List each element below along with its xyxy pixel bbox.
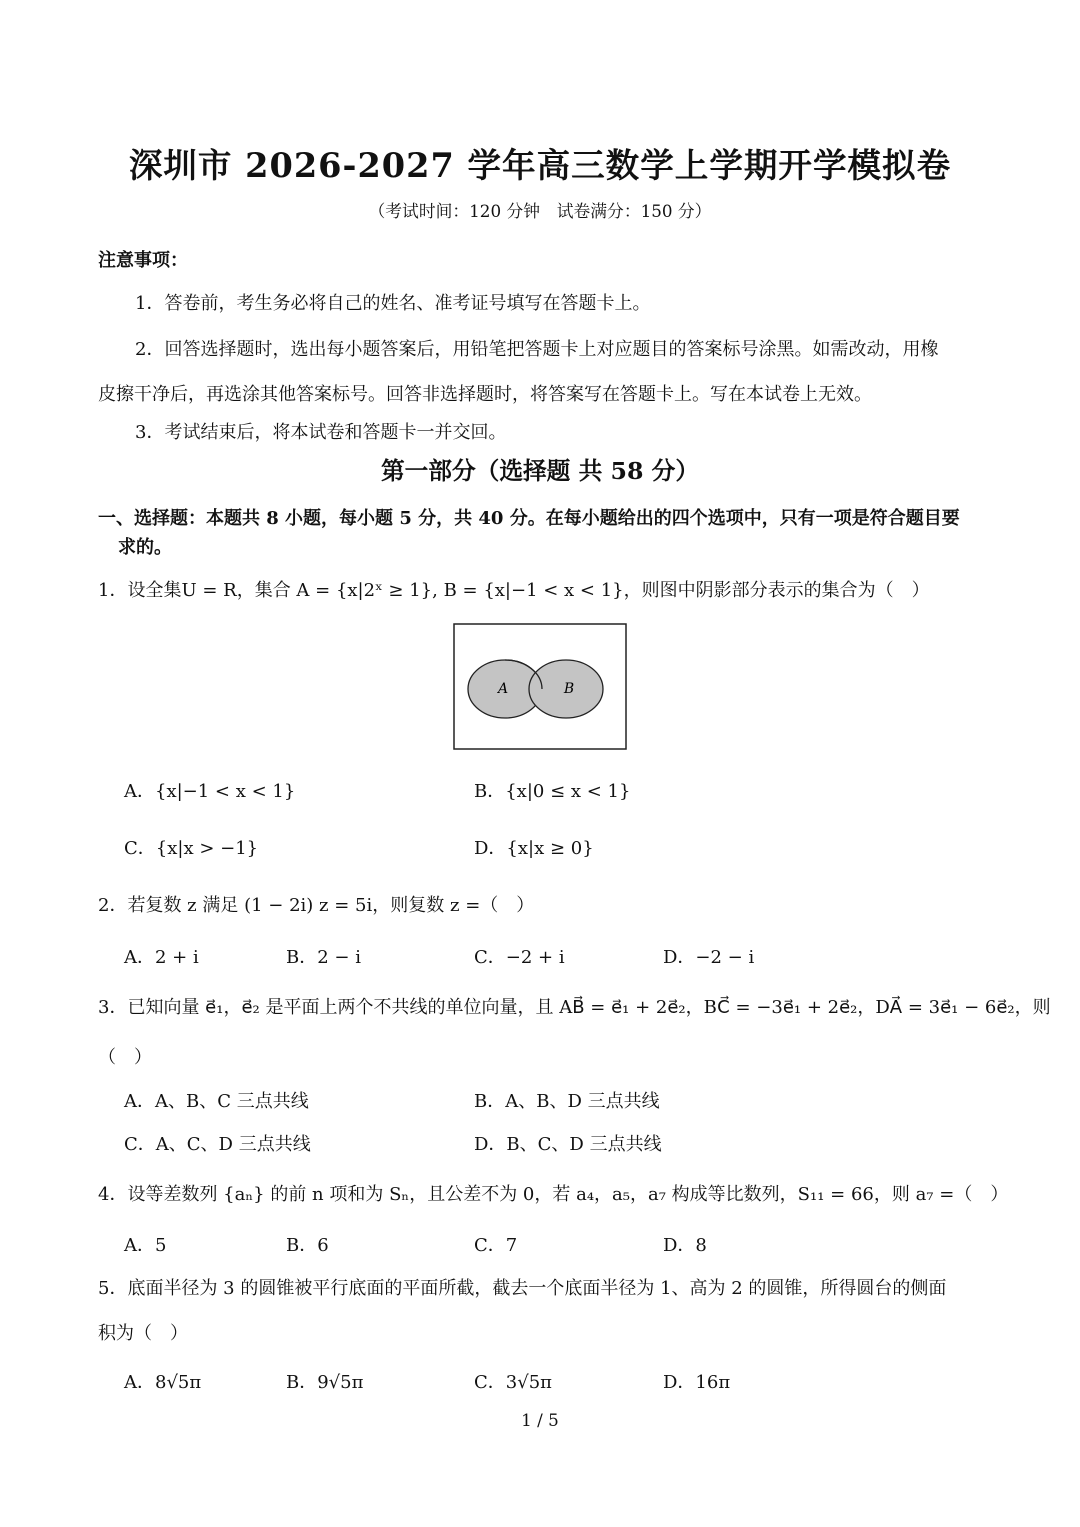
question-3-option-c: C．A、C、D 三点共线	[124, 1134, 311, 1155]
question-3-option-d: D．B、C、D 三点共线	[474, 1134, 662, 1155]
page-title: 深圳市 2026-2027 学年高三数学上学期开学模拟卷	[128, 145, 952, 185]
venn-label-b: B	[563, 681, 575, 697]
notice-heading: 注意事项：	[98, 250, 188, 271]
question-3-option-b: B．A、B、D 三点共线	[474, 1091, 660, 1112]
instruction-line-2: 求的。	[118, 537, 172, 558]
page-number: 1 / 5	[521, 1410, 559, 1430]
question-5-option-b: B．9√5π	[286, 1372, 364, 1393]
question-1-stem: 1．设全集U = R，集合 A = {x|2ˣ ≥ 1}, B = {x|−1 < x < 1}，则图中阴影部分表示的集合为（ ）	[98, 580, 930, 601]
question-3-stem-line-2: （ ）	[98, 1047, 152, 1068]
question-1-option-a: A．{x|−1 < x < 1}	[124, 781, 296, 802]
notice-item-2-line-1: 2．回答选择题时，选出每小题答案后，用铅笔把答题卡上对应题目的答案标号涂黑。如需改动，用橡	[135, 339, 939, 360]
question-2-option-d: D．−2 − i	[663, 947, 755, 968]
venn-label-a: A	[497, 681, 509, 697]
question-1-option-c: C．{x|x > −1}	[124, 838, 259, 859]
question-4-option-d: D．8	[663, 1235, 707, 1256]
question-1-option-b: B．{x|0 ≤ x < 1}	[474, 781, 631, 802]
question-5-option-d: D．16π	[663, 1372, 731, 1393]
question-1-option-d: D．{x|x ≥ 0}	[474, 838, 594, 859]
question-4-option-b: B．6	[286, 1235, 329, 1256]
question-3-option-a: A．A、B、C 三点共线	[124, 1091, 309, 1112]
question-4-option-c: C．7	[474, 1235, 518, 1256]
question-4-option-a: A．5	[124, 1235, 167, 1256]
section-title-part-1: 第一部分（选择题 共 58 分）	[380, 457, 700, 485]
question-2-option-a: A．2 + i	[124, 947, 199, 968]
question-4-stem: 4．设等差数列 {aₙ} 的前 n 项和为 Sₙ，且公差不为 0，若 a₄，a₅，a₇ 构成等比数列，S₁₁ = 66，则 a₇ =（ ）	[98, 1184, 1009, 1205]
question-2-option-b: B．2 − i	[286, 947, 361, 968]
question-3-stem-line-1: 3．已知向量 e⃗₁，e⃗₂ 是平面上两个不共线的单位向量，且 AB⃗ = e⃗₁ + 2e⃗₂，BC⃗ = −3e⃗₁ + 2e⃗₂，DA⃗ = 3e⃗₁ − 6e⃗₂，则	[98, 997, 1051, 1018]
question-2-stem: 2．若复数 z 满足 (1 − 2i) z = 5i，则复数 z =（ ）	[98, 895, 535, 916]
exam-info: （考试时间：120 分钟 试卷满分：150 分）	[368, 201, 712, 221]
notice-item-1: 1．答卷前，考生务必将自己的姓名、准考证号填写在答题卡上。	[135, 293, 651, 314]
venn-diagram	[453, 623, 627, 750]
notice-item-2-line-2: 皮擦干净后，再选涂其他答案标号。回答非选择题时，将答案写在答题卡上。写在本试卷上无效。	[98, 384, 872, 405]
question-5-stem-line-2: 积为（ ）	[98, 1323, 188, 1344]
question-5-stem-line-1: 5．底面半径为 3 的圆锥被平行底面的平面所截，截去一个底面半径为 1、高为 2 的圆锥，所得圆台的侧面	[98, 1278, 947, 1299]
question-5-option-a: A．8√5π	[124, 1372, 202, 1393]
question-5-option-c: C．3√5π	[474, 1372, 552, 1393]
question-2-option-c: C．−2 + i	[474, 947, 565, 968]
notice-item-3: 3．考试结束后，将本试卷和答题卡一并交回。	[135, 422, 507, 443]
instruction-line-1: 一、选择题：本题共 8 小题，每小题 5 分，共 40 分。在每小题给出的四个选项中，只有一项是符合题目要	[98, 508, 960, 529]
